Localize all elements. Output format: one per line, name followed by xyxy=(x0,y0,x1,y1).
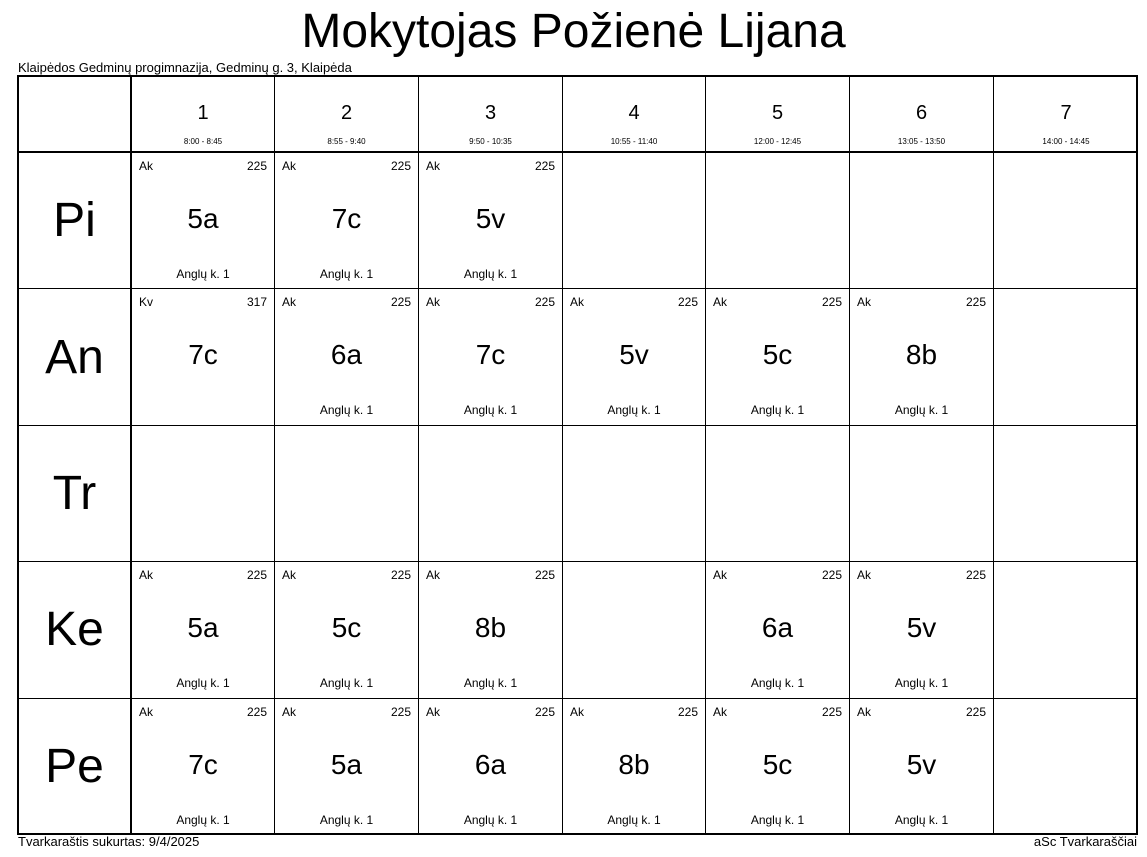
lesson-code: Ak xyxy=(282,568,297,583)
timetable-grid xyxy=(17,75,1138,835)
lesson-code: Ak xyxy=(713,704,728,719)
day-label-cell xyxy=(19,699,130,835)
lesson-cell xyxy=(849,562,993,697)
subject-name: Anglų k. 1 xyxy=(750,676,805,691)
class-name: 7c xyxy=(188,339,218,371)
subject-name: Anglų k. 1 xyxy=(463,812,518,827)
empty-cell xyxy=(993,699,1138,835)
room-number: 225 xyxy=(677,704,698,719)
period-time: 13:05 - 13:50 xyxy=(897,137,946,146)
empty-cell xyxy=(993,153,1138,288)
empty-cell xyxy=(562,426,705,561)
created-date: Tvarkaraštis sukurtas: 9/4/2025 xyxy=(18,834,200,849)
lesson-cell xyxy=(130,562,274,697)
room-number: 225 xyxy=(965,295,986,310)
subject-name: Anglų k. 1 xyxy=(463,267,518,281)
day-row xyxy=(19,562,1136,698)
period-number: 5 xyxy=(771,102,784,124)
period-header-cell xyxy=(562,77,705,151)
room-number: 317 xyxy=(246,295,267,310)
class-name: 5c xyxy=(331,612,362,644)
empty-cell xyxy=(993,289,1138,424)
lesson-cell xyxy=(705,699,849,835)
period-time: 10:55 - 11:40 xyxy=(610,137,658,146)
lesson-cell xyxy=(130,289,274,424)
period-number: 1 xyxy=(197,102,209,124)
subject-name: Anglų k. 1 xyxy=(319,812,374,827)
subject-name: Anglų k. 1 xyxy=(894,676,949,691)
lesson-cell xyxy=(849,699,993,835)
class-name: 6a xyxy=(474,748,507,780)
class-name: 5c xyxy=(762,339,793,371)
lesson-code: Ak xyxy=(857,704,872,719)
class-name: 7c xyxy=(475,339,506,371)
period-time: 8:00 - 8:45 xyxy=(183,137,223,146)
lesson-code: Ak xyxy=(139,568,154,583)
subject-name: Anglų k. 1 xyxy=(176,267,230,281)
class-name: 5v xyxy=(475,203,506,234)
lesson-code: Ak xyxy=(139,704,154,719)
day-label-cell xyxy=(19,426,130,561)
subject-name: Anglų k. 1 xyxy=(607,812,661,827)
lesson-code: Kv xyxy=(139,295,154,310)
lesson-cell xyxy=(705,289,849,424)
brand-label: aSc Tvarkaraščiai xyxy=(1033,834,1137,849)
room-number: 225 xyxy=(534,159,555,173)
period-header-cell xyxy=(993,77,1138,151)
period-number: 4 xyxy=(628,102,640,124)
period-number: 7 xyxy=(1060,102,1072,124)
lesson-cell xyxy=(705,562,849,697)
lesson-cell xyxy=(418,562,562,697)
room-number: 225 xyxy=(246,704,267,719)
lesson-cell xyxy=(849,289,993,424)
class-name: 6a xyxy=(761,612,794,644)
class-name: 5c xyxy=(762,748,793,780)
lesson-cell xyxy=(130,699,274,835)
class-name: 5a xyxy=(187,612,219,644)
period-number: 6 xyxy=(915,102,928,124)
lesson-cell xyxy=(562,699,705,835)
lesson-code: Ak xyxy=(857,295,872,310)
empty-cell xyxy=(418,426,562,561)
empty-cell xyxy=(993,426,1138,561)
lesson-cell xyxy=(562,289,705,424)
lesson-cell xyxy=(418,699,562,835)
empty-cell xyxy=(562,153,705,288)
period-header-cell xyxy=(418,77,562,151)
page-title: Mokytojas Požienė Lijana xyxy=(301,5,846,58)
day-label: Pe xyxy=(45,740,104,794)
subject-name: Anglų k. 1 xyxy=(319,267,374,281)
school-address: Klaipėdos Gedminų progimnazija, Gedminų g. 3, Klaipėda xyxy=(18,60,352,75)
subject-name: Anglų k. 1 xyxy=(894,812,949,827)
lesson-cell xyxy=(274,699,418,835)
day-label-cell xyxy=(19,289,130,424)
lesson-code: Ak xyxy=(282,704,297,719)
period-number: 3 xyxy=(484,102,497,124)
class-name: 7c xyxy=(188,748,218,780)
day-row xyxy=(19,153,1136,289)
empty-cell xyxy=(274,426,418,561)
room-number: 225 xyxy=(390,159,411,173)
period-number: 2 xyxy=(340,102,353,124)
empty-cell xyxy=(849,153,993,288)
period-time: 8:55 - 9:40 xyxy=(327,137,366,146)
lesson-code: Ak xyxy=(713,568,728,583)
lesson-code: Ak xyxy=(282,159,297,173)
room-number: 225 xyxy=(390,295,411,310)
room-number: 225 xyxy=(246,568,267,583)
lesson-code: Ak xyxy=(426,295,441,310)
room-number: 225 xyxy=(677,295,698,310)
lesson-cell xyxy=(274,153,418,288)
corner-cell xyxy=(19,77,130,151)
class-name: 8b xyxy=(905,339,938,371)
day-label: Tr xyxy=(52,466,97,520)
subject-name: Anglų k. 1 xyxy=(176,676,230,691)
room-number: 225 xyxy=(821,295,842,310)
class-name: 8b xyxy=(474,612,507,644)
class-name: 5v xyxy=(619,339,649,371)
day-label-cell xyxy=(19,562,130,697)
subject-name: Anglų k. 1 xyxy=(607,403,661,418)
class-name: 5v xyxy=(906,612,937,644)
lesson-code: Ak xyxy=(570,295,585,310)
class-name: 7c xyxy=(331,203,362,234)
lesson-cell xyxy=(130,153,274,288)
subject-name: Anglų k. 1 xyxy=(894,403,949,418)
class-name: 6a xyxy=(330,339,363,371)
period-header-cell xyxy=(130,77,274,151)
subject-name: Anglų k. 1 xyxy=(319,403,374,418)
lesson-code: Ak xyxy=(139,159,154,173)
lesson-cell xyxy=(274,289,418,424)
subject-name: Anglų k. 1 xyxy=(176,812,230,827)
room-number: 225 xyxy=(534,704,555,719)
class-name: 5a xyxy=(187,203,219,234)
period-header-cell xyxy=(274,77,418,151)
period-header-row xyxy=(19,77,1136,153)
empty-cell xyxy=(705,426,849,561)
period-time: 9:50 - 10:35 xyxy=(469,137,512,146)
day-label: An xyxy=(45,330,104,384)
lesson-code: Ak xyxy=(282,295,297,310)
lesson-code: Ak xyxy=(426,159,441,173)
day-label-cell xyxy=(19,153,130,288)
period-time: 14:00 - 14:45 xyxy=(1042,137,1090,146)
period-time: 12:00 - 12:45 xyxy=(753,137,802,146)
empty-cell xyxy=(562,562,705,697)
class-name: 5a xyxy=(330,748,363,780)
room-number: 225 xyxy=(390,568,411,583)
lesson-cell xyxy=(418,153,562,288)
subject-name: Anglų k. 1 xyxy=(319,676,374,691)
room-number: 225 xyxy=(534,295,555,310)
room-number: 225 xyxy=(821,568,842,583)
lesson-code: Ak xyxy=(857,568,872,583)
class-name: 8b xyxy=(618,748,650,780)
lesson-code: Ak xyxy=(713,295,728,310)
lesson-code: Ak xyxy=(426,568,441,583)
day-label: Pi xyxy=(53,194,96,248)
day-row xyxy=(19,699,1136,835)
room-number: 225 xyxy=(534,568,555,583)
room-number: 225 xyxy=(965,704,986,719)
period-header-cell xyxy=(705,77,849,151)
empty-cell xyxy=(705,153,849,288)
room-number: 225 xyxy=(965,568,986,583)
subject-name: Anglų k. 1 xyxy=(750,812,805,827)
subject-name: Anglų k. 1 xyxy=(750,403,805,418)
subject-name: Anglų k. 1 xyxy=(463,403,518,418)
period-header-cell xyxy=(849,77,993,151)
room-number: 225 xyxy=(821,704,842,719)
day-label: Ke xyxy=(45,603,104,657)
subject-name: Anglų k. 1 xyxy=(463,676,518,691)
lesson-code: Ak xyxy=(570,704,585,719)
lesson-cell xyxy=(274,562,418,697)
room-number: 225 xyxy=(390,704,411,719)
day-row xyxy=(19,426,1136,562)
lesson-code: Ak xyxy=(426,704,441,719)
lesson-cell xyxy=(418,289,562,424)
empty-cell xyxy=(993,562,1138,697)
empty-cell xyxy=(130,426,274,561)
room-number: 225 xyxy=(246,159,267,173)
empty-cell xyxy=(849,426,993,561)
class-name: 5v xyxy=(906,748,937,780)
day-row xyxy=(19,289,1136,425)
